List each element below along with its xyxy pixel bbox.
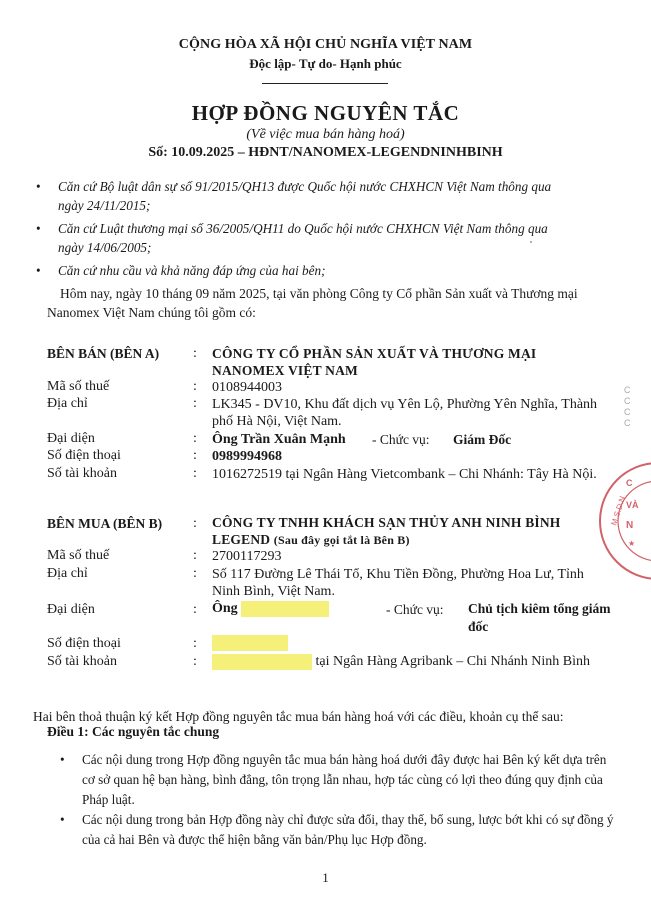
buyer-address: Số 117 Đường Lê Thái Tổ, Khu Tiền Đồng, Phường Hoa Lư, Tỉnh Ninh Bình, Việt Nam. <box>212 567 584 599</box>
buyer-phone <box>212 634 604 651</box>
motto-underline <box>262 83 388 84</box>
buyer-representative: Ông <box>212 600 604 617</box>
bullet-icon: • <box>36 263 41 278</box>
contract-subtitle: (Về việc mua bán hàng hoá) <box>246 127 405 142</box>
buyer-note: (Sau đây gọi tắt là Bên B) <box>273 533 410 547</box>
buyer-tax: 2700117293 <box>212 549 282 564</box>
intro-line-1: Hôm nay, ngày 10 tháng 09 năm 2025, tại văn phòng Công ty Cổ phần Sản xuất và Thương mại <box>60 286 578 301</box>
seller-rep-label: Đại diện <box>47 431 95 446</box>
svg-text:★: ★ <box>628 539 636 548</box>
buyer-position-label: - Chức vụ: <box>386 602 444 617</box>
seller-position: Giám Đốc <box>453 432 512 447</box>
seller-address-label: Địa chỉ <box>47 396 88 411</box>
scan-artifact <box>530 241 532 243</box>
buyer-rep-label: Đại diện <box>47 602 95 617</box>
contract-page: CỘNG HÒA XÃ HỘI CHỦ NGHĨA VIỆT NAM Độc lập- Tự do- Hạnh phúc HỢP ĐỒNG NGUYÊN TẮC (Về việc mua bán hàng hoá) Số: 10.09.2025 – HĐNT/NANOMEX-LEGENDNINHBINH • Căn cứ Bộ luật dân sự số 91/2015/QH13 được Quốc hội nước CHXHCN Việt Nam thông qua ngày 24/11/2015; • Căn cứ Luật thương mại số 36/2005/QH11 do Quốc hội nước CHXHCN Việt Nam thông qua ngày 14/06/2005; • Căn cứ nhu cầu và khả năng đáp ứng của hai bên; Hôm nay, ngày 10 tháng 09 năm 2025, tại văn phòng Công ty Cổ phần Sản xuất và Thương mại Nanomex Việt Nam chúng tôi gồm có: BÊN BÁN (BÊN A) : CÔNG TY CỔ PHẦN SẢN XUẤT VÀ THƯƠNG MẠI NANOMEX VIỆT NAM Mã số thuế : 0108944003 Địa chỉ : LK345 - DV10, Khu đất dịch vụ Yên Lộ, Phường Yên Nghĩa, Thành phố Hà Nội, Việt Nam. Đại diện : Ông Trần Xuân Mạnh - Chức vụ: Giám Đốc Số điện thoại : 0989994968 Số tài khoản : 1016272519 tại Ngân Hàng Vietcombank – Chi Nhánh: Tây Hà Nội. BÊN MUA (BÊN B) : CÔNG TY TNHH KHÁCH SẠN THỦY ANH NINH BÌNH LEGEND (Sau đây gọi tắt là Bên B) Mã số thuế : 2700117293 Địa chỉ : Số 117 Đường Lê Thái Tổ, Khu Tiền Đồng, Phường Hoa Lư, Tỉnh Ninh Bình, Việt Nam. Đại diện : Ông - Chức vụ: Chủ tịch kiêm tổng giám đốc Số điện thoại : Số tài khoản : tại Ngân Hàng Agribank – Chi Nhánh Ninh Bình Hai bên thoả thuận ký kết Hợp đồng nguyên tắc mua bán hàng hoá với các điều, khoản cụ thể sau: Điều 1: Các nguyên tắc chung • Các nội dung trong Hợp đồng nguyên tắc mua bán hàng hoá dưới đây được hai Bên ký kết dựa trên cơ sở quan hệ bạn hàng, bình đẳng, tôn trọng lẫn nhau, hợp tác cùng có lợi theo đúng quy định của Pháp luật. • Các nội dung trong bản Hợp đồng này chỉ được sửa đổi, thay thế, bổ sung, lược bớt khi có sự đồng ý của cả hai Bên và được thể hiện bằng văn bản/Phụ lục Hợp đồng. 1 M.S.D.N C VÀ N ★ C C C C <box>0 0 651 920</box>
seller-account-label: Số tài khoản <box>47 466 117 481</box>
bullet-icon: • <box>36 221 41 236</box>
margin-marks: C C C C <box>624 385 631 428</box>
company-seal-icon <box>596 446 651 596</box>
seller-tax-label: Mã số thuế <box>47 379 110 394</box>
basis-item: • Căn cứ Luật thương mại số 36/2005/QH11 do Quốc hội nước CHXHCN Việt Nam thông qua ngày 14/06/2005; <box>36 221 548 255</box>
seller-position-label: - Chức vụ: <box>372 432 430 447</box>
national-title: CỘNG HÒA XÃ HỘI CHỦ NGHĨA VIỆT NAM <box>178 37 473 52</box>
svg-text:N: N <box>626 520 634 531</box>
seal-text: M.S.D.N <box>609 495 628 527</box>
buyer-heading: BÊN MUA (BÊN B) <box>47 516 163 531</box>
agreement-statement: Hai bên thoả thuận ký kết Hợp đồng nguyên tắc mua bán hàng hoá với các điều, khoản cụ thể sau: <box>33 709 564 724</box>
seller-tax: 0108944003 <box>212 380 282 395</box>
seller-phone: 0989994968 <box>212 449 282 464</box>
seller-phone-label: Số điện thoại <box>47 448 121 463</box>
seller-representative: Ông Trần Xuân Mạnh <box>212 432 346 447</box>
svg-text:C: C <box>626 478 633 488</box>
article-1-title: Điều 1: Các nguyên tắc chung <box>47 724 220 739</box>
svg-text:VÀ: VÀ <box>626 500 639 510</box>
seller-address: LK345 - DV10, Khu đất dịch vụ Yên Lộ, Phường Yên Nghĩa, Thành phố Hà Nội, Việt Nam. <box>212 397 598 429</box>
bullet-icon: • <box>60 752 65 767</box>
contract-number: Số: 10.09.2025 – HĐNT/NANOMEX-LEGENDNINHBINH <box>148 145 503 160</box>
buyer-account: tại Ngân Hàng Agribank – Chi Nhánh Ninh Bình <box>212 652 604 671</box>
seller-account: 1016272519 tại Ngân Hàng Vietcombank – Chi Nhánh: Tây Hà Nội. <box>212 467 597 482</box>
redacted-account <box>212 654 312 670</box>
buyer-tax-label: Mã số thuế <box>47 548 110 563</box>
seller-name: CÔNG TY CỔ PHẦN SẢN XUẤT VÀ THƯƠNG MẠI NANOMEX VIỆT NAM <box>212 346 537 378</box>
buyer-phone-label: Số điện thoại <box>47 636 121 651</box>
article-1-bullet: • Các nội dung trong bản Hợp đồng này chỉ được sửa đổi, thay thế, bổ sung, lược bớt khi có sự đồng ý của cả hai Bên và được thể hiện bằng văn bản/Phụ lục Hợp đồng. <box>60 812 614 847</box>
bullet-icon: • <box>36 179 41 194</box>
buyer-name: CÔNG TY TNHH KHÁCH SẠN THỦY ANH NINH BÌNH LEGEND (Sau đây gọi tắt là Bên B) <box>212 515 561 547</box>
contract-title: HỢP ĐỒNG NGUYÊN TẮC <box>191 101 460 125</box>
redacted-name <box>241 601 329 617</box>
buyer-address-label: Địa chỉ <box>47 566 88 581</box>
buyer-position: Chủ tịch kiêm tổng giám đốc <box>468 601 611 634</box>
article-1-bullet: • Các nội dung trong Hợp đồng nguyên tắc mua bán hàng hoá dưới đây được hai Bên ký kết dựa trên cơ sở quan hệ bạn hàng, bình đẳng, tôn trọng lẫn nhau, hợp tác cùng có lợi theo đúng quy định của Pháp luật. <box>60 752 607 807</box>
page-number: 1 <box>322 870 329 885</box>
national-motto: Độc lập- Tự do- Hạnh phúc <box>249 56 402 71</box>
redacted-phone <box>212 635 288 651</box>
basis-item: • Căn cứ nhu cầu và khả năng đáp ứng của hai bên; <box>36 263 326 278</box>
intro-line-2: Nanomex Việt Nam chúng tôi gồm có: <box>47 305 256 320</box>
seller-heading: BÊN BÁN (BÊN A) <box>47 346 160 361</box>
bullet-icon: • <box>60 812 65 827</box>
basis-item: • Căn cứ Bộ luật dân sự số 91/2015/QH13 được Quốc hội nước CHXHCN Việt Nam thông qua ngày 24/11/2015; <box>36 179 552 213</box>
buyer-account-label: Số tài khoản <box>47 654 117 669</box>
